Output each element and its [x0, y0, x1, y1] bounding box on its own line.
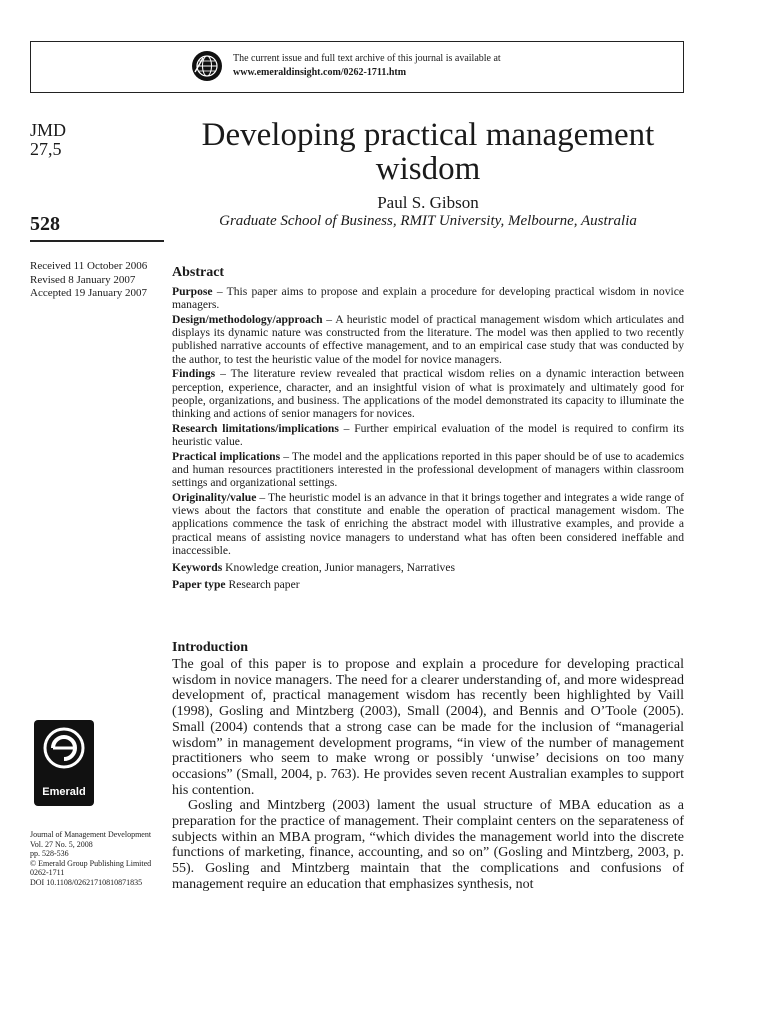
- emerald-e-icon: [42, 726, 86, 770]
- practical-text: – The model and the applications reported in this paper should be of use to academics and human resources practitioners interested in the professional development of managers within classroom settings and organizational settings.: [172, 449, 684, 490]
- abstract-purpose: [172, 285, 684, 311]
- journal-abbreviation: [30, 121, 66, 159]
- abstract-findings: [172, 367, 684, 420]
- author-affiliation: Graduate School of Business, RMIT University, Melbourne, Australia: [219, 213, 637, 229]
- findings-text: – The literature review revealed that practical wisdom relies on a dynamic interaction between perception, experience, character, and an insightful vision of what is proximately and ultimately good for people, organizations, and business. The applications of the model demonstrated its capacity to illuminate the thinking and actions of senior managers for novices.: [172, 367, 684, 421]
- keywords-label: Keywords: [172, 561, 223, 575]
- abstract-practical: [172, 450, 684, 490]
- accepted-date: Accepted 19 January 2007: [30, 287, 147, 299]
- papertype-text: Research paper: [225, 578, 300, 592]
- submission-dates: [30, 260, 147, 301]
- limitations-label: Research limitations/implications: [172, 421, 339, 435]
- introduction-body: [172, 657, 684, 893]
- findings-label: Findings: [172, 367, 216, 381]
- author-name: Paul S. Gibson: [377, 193, 479, 212]
- journal-archive-banner: [30, 41, 684, 93]
- abstract-heading: Abstract: [172, 265, 225, 280]
- keywords-text: Knowledge creation, Junior managers, Narratives: [222, 561, 456, 575]
- received-date: Received 11 October 2006: [30, 260, 148, 272]
- purpose-text: – This paper aims to propose and explain a procedure for developing practical wisdom in novice managers.: [172, 285, 684, 312]
- revised-date: Revised 8 January 2007: [30, 273, 136, 286]
- originality-text: – The heuristic model is an advance in that it brings together and integrates a wide range of views about the factors that constitute and enable the operation of practical management wisdom. The applications commence the task of enriching the abstract model with illustrative examples, and provide a practical means of assisting novice managers to understand what has often been considered ineffable and inaccessible.: [172, 491, 684, 557]
- article-title: Developing practical management wisdom: [201, 117, 655, 187]
- emerald-logo-text: Emerald: [42, 786, 86, 798]
- margin-rule: [30, 240, 164, 242]
- citation-issn: 0262-1711: [30, 868, 65, 878]
- citation-journal: Journal of Management Development: [30, 830, 152, 839]
- citation-doi: DOI 10.1108/02621710810871835: [30, 877, 143, 887]
- globe-icon: [191, 50, 223, 82]
- banner-text: The current issue and full text archive of this journal is available at: [233, 53, 501, 64]
- abstract-design: [172, 313, 684, 366]
- intro-paragraph-1: The goal of this paper is to propose and explain a procedure for developing practical wisdom in novice managers. The need for a clearer understanding of, and more widespread development of, practical management wisdom has recently been highlighted by Vaill (1998), Gosling and Mintzberg (2003), Small (2004), and Bennis and O’Toole (2005). Small (2004) contends that a strong case can be made for the inclusion of “managerial wisdom” in management development programs, “in view of the number of management practitioners who seem to make wrong or possibly ‘unwise’ decisions on too many occasions” (Small, 2004, p. 763). He provides seven recent Australian examples to support his contention.: [172, 657, 684, 798]
- journal-citation: [30, 830, 170, 888]
- journal-url-link[interactable]: www.emeraldinsight.com/0262-1711.htm: [233, 67, 407, 78]
- abstract-keywords: [172, 561, 684, 574]
- journal-volume: 27,5: [30, 139, 62, 159]
- emerald-logo: [34, 720, 94, 806]
- abstract-originality: [172, 491, 684, 557]
- abstract-body: [172, 285, 684, 593]
- papertype-label: Paper type: [172, 578, 226, 592]
- purpose-label: Purpose: [172, 285, 213, 298]
- citation-volume: Vol. 27 No. 5, 2008: [30, 839, 93, 849]
- design-label: Design/methodology/approach: [172, 313, 323, 326]
- abstract-paper-type: [172, 578, 684, 591]
- page-number: 528: [30, 213, 60, 235]
- introduction-heading: Introduction: [172, 640, 248, 655]
- journal-abbr-text: JMD: [30, 120, 67, 140]
- citation-copyright: © Emerald Group Publishing Limited: [30, 858, 152, 868]
- intro-paragraph-2: Gosling and Mintzberg (2003) lament the usual structure of MBA education as a preparation for the practice of management. Their complaint centers on the separateness of subjects within an MBA program, “which divides the management world into the discrete functions of marketing, finance, accounting, and so on” (Gosling and Mintzberg, 2003, p. 55). Gosling and Mintzberg maintain that the complications and confusions of management require an education that emphasizes synthesis, not: [172, 798, 684, 892]
- originality-label: Originality/value: [172, 491, 257, 505]
- practical-label: Practical implications: [172, 449, 281, 463]
- design-text: – A heuristic model of practical management wisdom which articulates and displays its dynamic nature was constructed from the literature. The model was then applied to two recently published narrative accounts of effective management, and to an empirical case study that was conducted by the author, to test the heuristic value of the model for novice managers.: [172, 313, 684, 366]
- limitations-text: – Further empirical evaluation of the model is required to confirm its heuristic value.: [172, 421, 684, 449]
- citation-pages: pp. 528-536: [30, 849, 69, 859]
- abstract-limitations: [172, 422, 684, 448]
